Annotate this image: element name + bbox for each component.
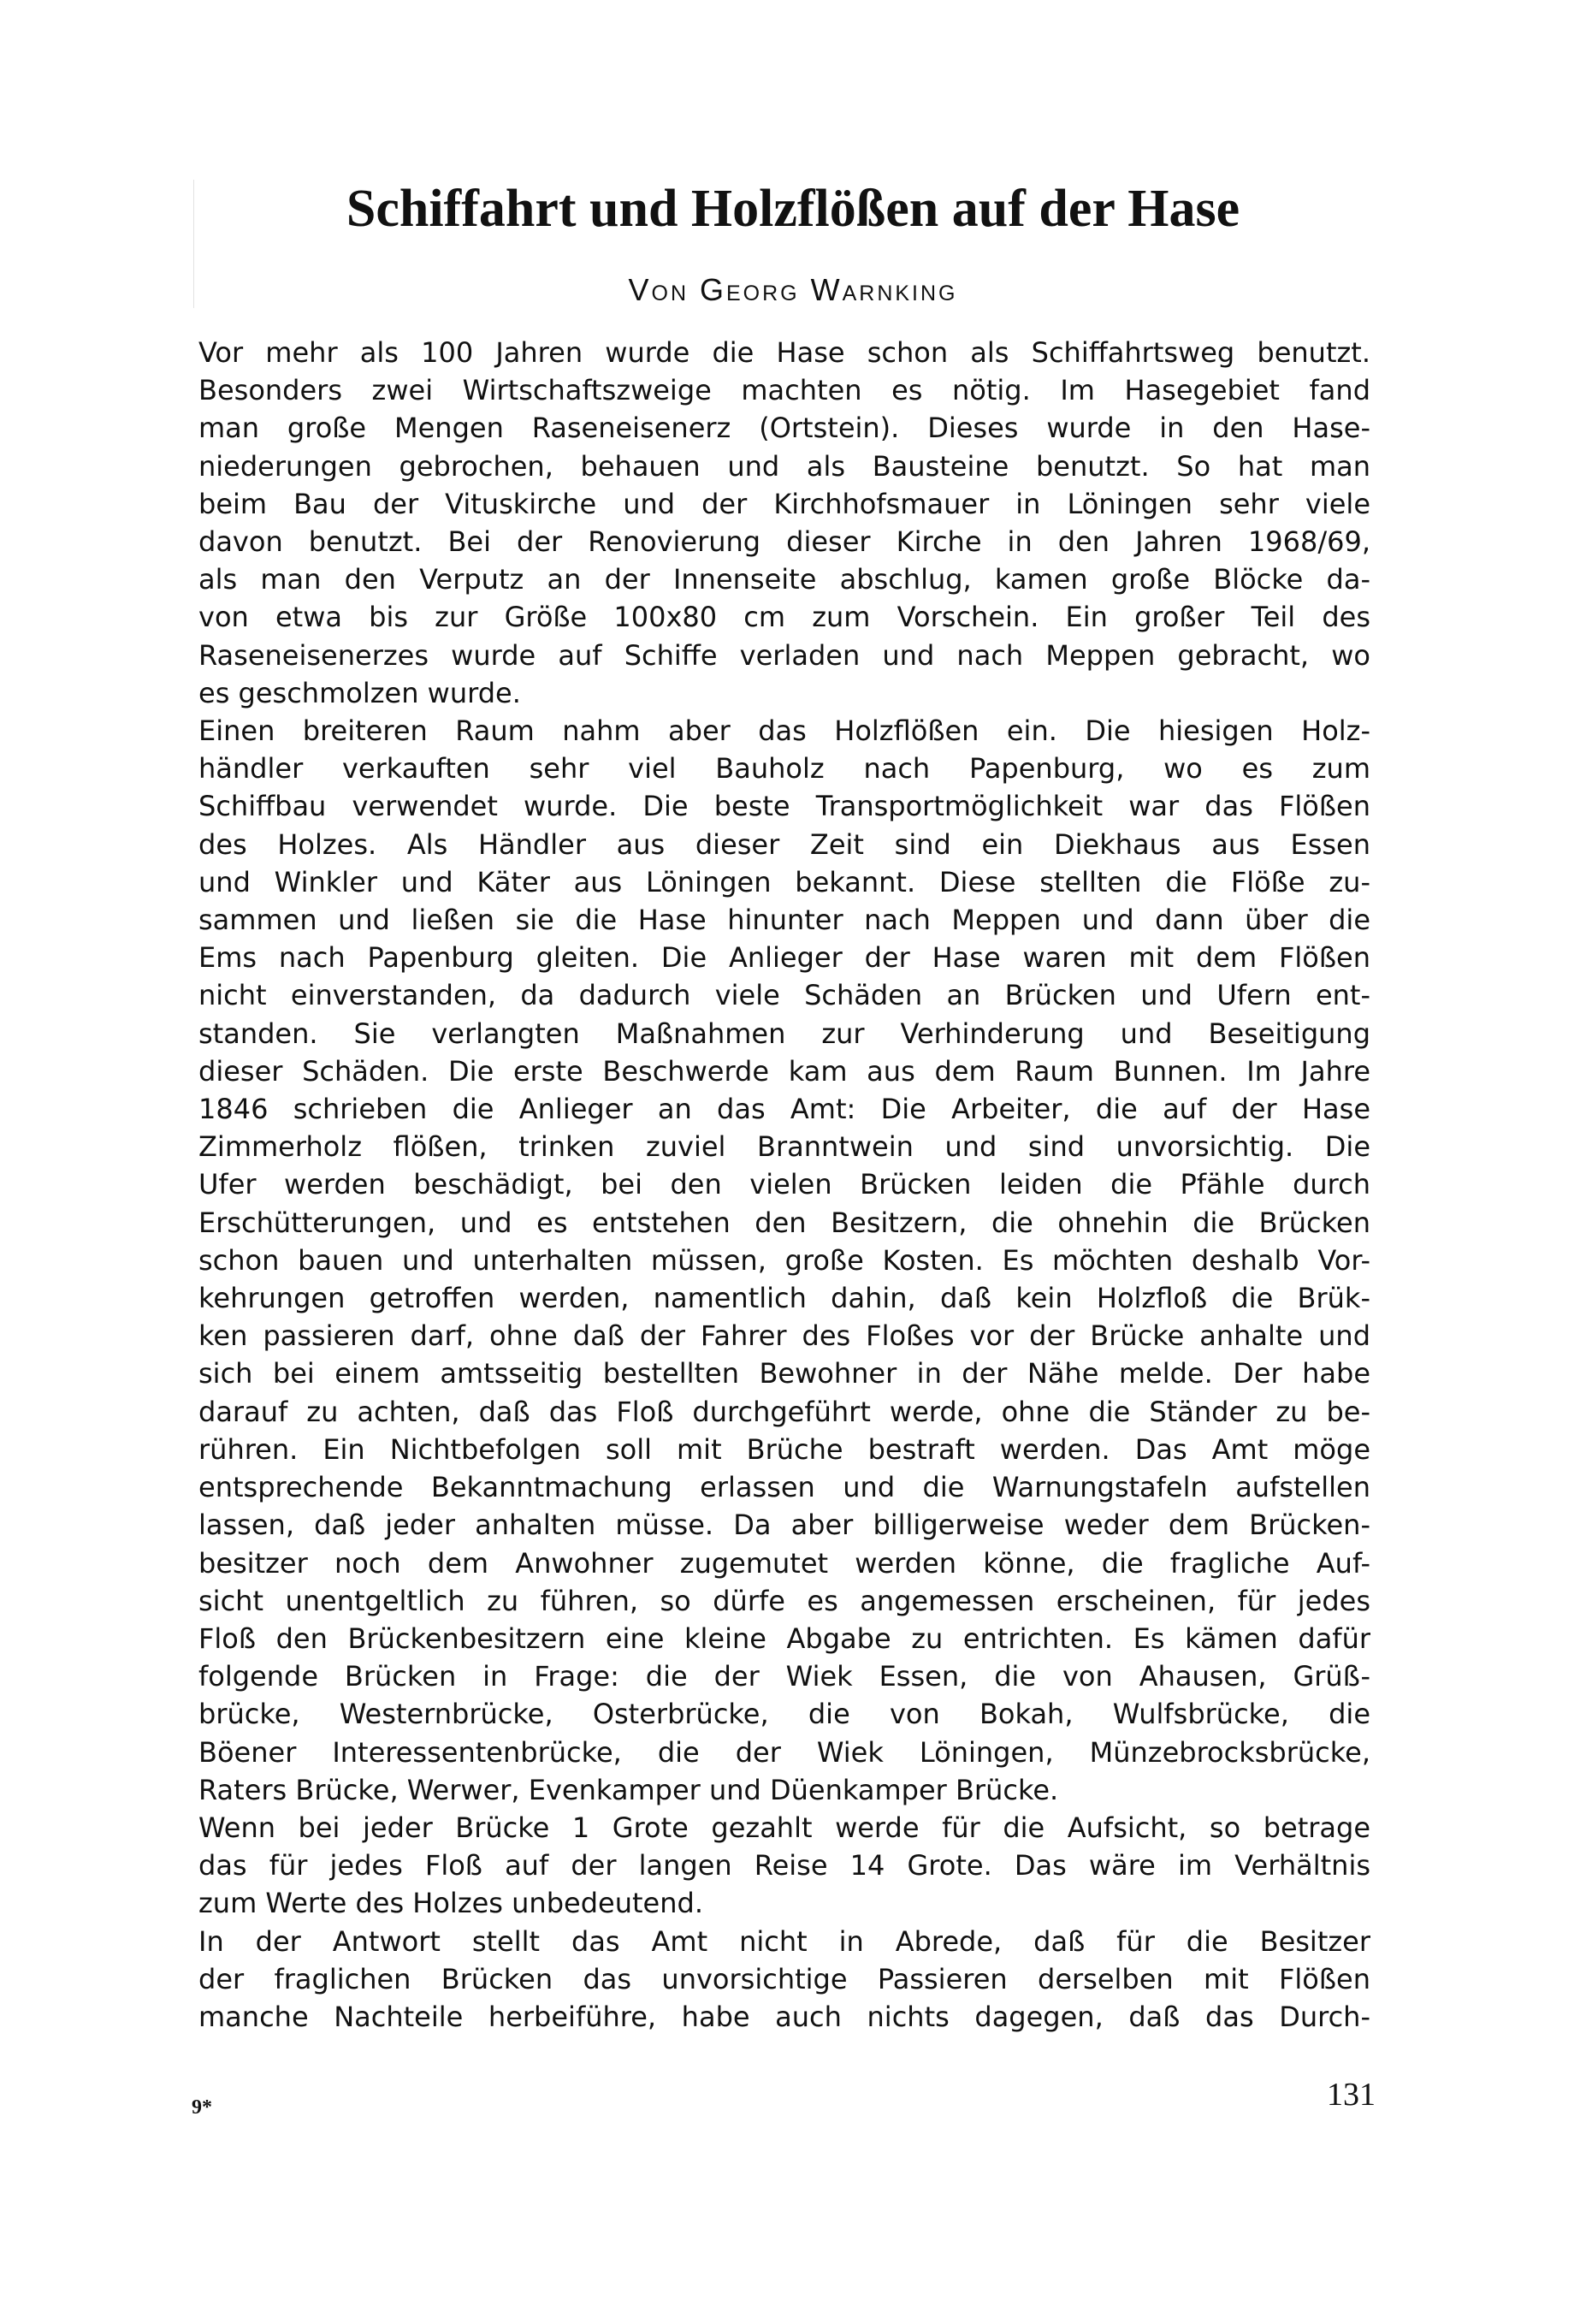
text-line: Schiffbau verwendet wurde. Die beste Transportmöglichkeit war das Flößen xyxy=(198,790,1370,823)
article-author: Von Georg Warnking xyxy=(628,272,958,307)
text-line: rühren. Ein Nichtbefolgen soll mit Brüche bestraft werden. Das Amt möge xyxy=(198,1432,1370,1466)
text-line: der fraglichen Brücken das unvorsichtige Passieren derselben mit Flößen xyxy=(198,1962,1370,1995)
text-line: des Holzes. Als Händler aus dieser Zeit sind ein Diekhaus aus Essen xyxy=(198,827,1370,861)
text-line: standen. Sie verlangten Maßnahmen zur Verhinderung und Beseitigung xyxy=(198,1017,1370,1050)
text-line: 1846 schrieben die Anlieger an das Amt: Die Arbeiter, die auf der Hase xyxy=(198,1093,1370,1126)
text-line: zum Werte des Holzes unbedeutend. xyxy=(198,1887,703,1920)
text-line: Besonders zwei Wirtschaftszweige machten es nötig. Im Hasegebiet fand xyxy=(198,374,1370,407)
text-line: von etwa bis zur Größe 100x80 cm zum Vorschein. Ein großer Teil des xyxy=(198,601,1370,634)
paragraph xyxy=(198,1923,1370,2036)
text-line: niederungen gebrochen, behauen und als Bausteine benutzt. So hat man xyxy=(198,449,1370,483)
text-line: Erschütterungen, und es entstehen den Besitzern, die ohnehin die Brücken xyxy=(198,1206,1370,1239)
text-line: händler verkauften sehr viel Bauholz nach Papenburg, wo es zum xyxy=(198,752,1370,786)
text-line: kehrungen getroffen werden, namentlich dahin, daß kein Holzfloß die Brük- xyxy=(198,1282,1370,1315)
text-line: als man den Verputz an der Innenseite abschlug, kamen große Blöcke da- xyxy=(198,563,1370,596)
text-line: Raseneisenerzes wurde auf Schiffe verladen und nach Meppen gebracht, wo xyxy=(198,638,1370,672)
text-line: das für jedes Floß auf der langen Reise 14 Grote. Das wäre im Verhältnis xyxy=(198,1849,1370,1882)
signature-mark: 9* xyxy=(192,2096,212,2119)
text-line: lassen, daß jeder anhalten müsse. Da aber billigerweise weder dem Brücken- xyxy=(198,1509,1370,1542)
text-line: brücke, Westernbrücke, Osterbrücke, die von Bokah, Wulfsbrücke, die xyxy=(198,1698,1370,1731)
text-line: man große Mengen Raseneisenerz (Ortstein). Dieses wurde in den Hase- xyxy=(198,412,1370,445)
text-line: es geschmolzen wurde. xyxy=(198,676,521,709)
text-line: Raters Brücke, Werwer, Evenkamper und Düenkamper Brücke. xyxy=(198,1773,1059,1806)
paragraph xyxy=(198,334,1370,712)
text-line: nicht einverstanden, da dadurch viele Schäden an Brücken und Ufern ent- xyxy=(198,979,1370,1012)
article-title: Schiffahrt und Holzflößen auf der Hase xyxy=(346,180,1240,238)
text-line: schon bauen und unterhalten müssen, große Kosten. Es möchten deshalb Vor- xyxy=(198,1243,1370,1277)
text-line: Ems nach Papenburg gleiten. Die Anlieger der Hase waren mit dem Flößen xyxy=(198,941,1370,975)
text-line: sich bei einem amtsseitig bestellten Bewohner in der Nähe melde. Der habe xyxy=(198,1357,1370,1390)
text-line: und Winkler und Käter aus Löningen bekannt. Diese stellten die Flöße zu- xyxy=(198,865,1370,898)
text-line: darauf zu achten, daß das Floß durchgeführt werde, ohne die Ständer zu be- xyxy=(198,1395,1370,1428)
text-line: folgende Brücken in Frage: die der Wiek Essen, die von Ahausen, Grüß- xyxy=(198,1660,1370,1693)
text-line: sicht unentgeltlich zu führen, so dürfe es angemessen erscheinen, für jedes xyxy=(198,1584,1370,1617)
text-line: davon benutzt. Bei der Renovierung dieser Kirche in den Jahren 1968/69, xyxy=(198,525,1370,559)
text-line: dieser Schäden. Die erste Beschwerde kam aus dem Raum Bunnen. Im Jahre xyxy=(198,1054,1370,1088)
text-line: Böener Interessentenbrücke, die der Wiek Löningen, Münzebrocksbrücke, xyxy=(198,1735,1370,1769)
paragraph xyxy=(198,1809,1370,1923)
text-line: Einen breiteren Raum nahm aber das Holzflößen ein. Die hiesigen Holz- xyxy=(198,714,1370,748)
text-line: entsprechende Bekanntmachung erlassen und die Warnungstafeln aufstellen xyxy=(198,1471,1370,1504)
article-body xyxy=(198,334,1370,2036)
text-line: besitzer noch dem Anwohner zugemutet werden könne, die fragliche Auf- xyxy=(198,1546,1370,1580)
text-line: Floß den Brückenbesitzern eine kleine Abgabe zu entrichten. Es kämen dafür xyxy=(198,1621,1370,1655)
page-number: 131 xyxy=(1327,2077,1376,2113)
paragraph xyxy=(198,712,1370,1809)
text-line: Zimmerholz flößen, trinken zuviel Branntwein und sind unvorsichtig. Die xyxy=(198,1130,1370,1164)
text-line: Ufer werden beschädigt, bei den vielen Brücken leiden die Pfähle durch xyxy=(198,1168,1370,1201)
text-line: sammen und ließen sie die Hase hinunter nach Meppen und dann über die xyxy=(198,904,1370,937)
text-line: manche Nachteile herbeiführe, habe auch nichts dagegen, daß das Durch- xyxy=(198,2000,1370,2033)
text-line: Wenn bei jeder Brücke 1 Grote gezahlt werde für die Aufsicht, so betrage xyxy=(198,1811,1370,1844)
text-line: beim Bau der Vituskirche und der Kirchhofsmauer in Löningen sehr viele xyxy=(198,487,1370,520)
text-line: Vor mehr als 100 Jahren wurde die Hase schon als Schiffahrtsweg benutzt. xyxy=(198,336,1370,369)
text-line: ken passieren darf, ohne daß der Fahrer des Floßes vor der Brücke anhalte und xyxy=(198,1319,1370,1353)
text-line: In der Antwort stellt das Amt nicht in Abrede, daß für die Besitzer xyxy=(198,1924,1370,1958)
